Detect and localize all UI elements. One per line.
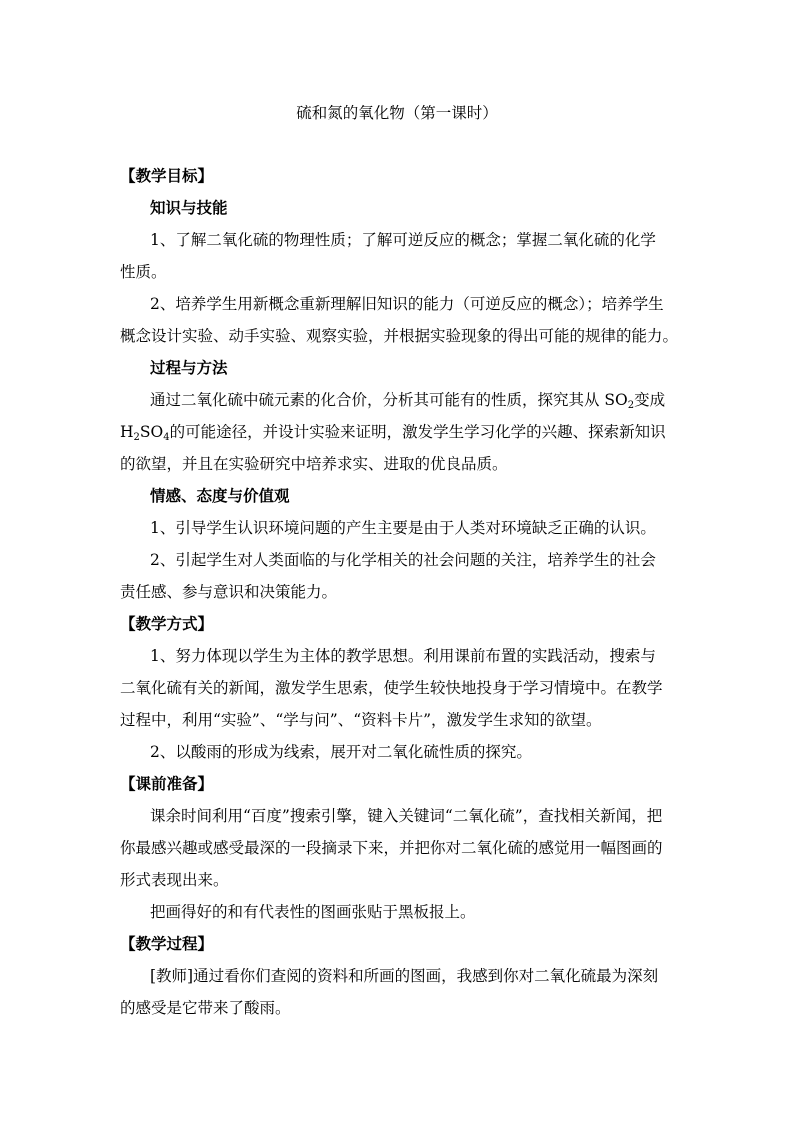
paragraph-line: 概念设计实验、动手实验、观察实验，并根据实验现象的得出可能的规律的能力。 xyxy=(120,327,679,345)
page-title: 硫和氮的氧化物（第一课时） xyxy=(296,104,498,122)
section-teaching-process: 【教学过程】 xyxy=(120,934,214,953)
text-run: 通过二氧化硫中硫元素的化合价，分析其可能有的性质，探究其从 SO xyxy=(150,391,628,409)
paragraph-line xyxy=(150,388,665,412)
text-run: H xyxy=(120,423,134,441)
paragraph-line: [教师]通过看你们查阅的资料和所画的图画，我感到你对二氧化硫最为深刻 xyxy=(150,967,659,985)
section-preparation: 【课前准备】 xyxy=(120,774,214,793)
paragraph-line: 2、培养学生用新概念重新理解旧知识的能力（可逆反应的概念）；培养学生 xyxy=(150,295,664,313)
paragraph-line: 课余时间利用“百度”搜索引擎，键入关键词“二氧化硫”，查找相关新闻，把 xyxy=(150,807,663,825)
paragraph-line: 形式表现出来。 xyxy=(120,871,229,889)
paragraph-line: 的感受是它带来了酸雨。 xyxy=(120,999,291,1017)
paragraph-line: 二氧化硫有关的新闻，激发学生思索，使学生较快地投身于学习情境中。在教学 xyxy=(120,679,663,697)
paragraph-line: 的欲望，并且在实验研究中培养求实、进取的优良品质。 xyxy=(120,455,508,473)
text-run: 变成 xyxy=(634,391,666,409)
text-run: 的可能途径，并设计实验来证明，激发学生学习化学的兴趣、探索新知识 xyxy=(169,423,666,441)
section-teaching-methods: 【教学方式】 xyxy=(120,614,214,633)
subscript: 2 xyxy=(133,432,140,443)
subsection-emotion-values: 情感、态度与价值观 xyxy=(150,486,290,505)
subscript: 2 xyxy=(627,400,635,411)
paragraph-line: 过程中，利用“实验”、“学与问”、“资料卡片”，激发学生求知的欲望。 xyxy=(120,711,602,729)
text-run: SO xyxy=(139,423,164,441)
paragraph-line: 你最感兴趣或感受最深的一段摘录下来，并把你对二氧化硫的感觉用一幅图画的 xyxy=(120,839,663,857)
subsection-process-method: 过程与方法 xyxy=(150,358,228,377)
subscript: 4 xyxy=(163,432,170,443)
paragraph-line: 性质。 xyxy=(120,263,167,281)
paragraph-line: 2、引起学生对人类面临的与化学相关的社会问题的关注，培养学生的社会 xyxy=(150,551,656,569)
paragraph-line: 1、了解二氧化硫的物理性质；了解可逆反应的概念；掌握二氧化硫的化学 xyxy=(150,231,656,249)
paragraph-line xyxy=(120,420,666,444)
paragraph-line: 责任感、参与意识和决策能力。 xyxy=(120,583,338,601)
section-teaching-goals: 【教学目标】 xyxy=(120,166,214,185)
paragraph-line: 1、引导学生认识环境问题的产生主要是由于人类对环境缺乏正确的认识。 xyxy=(150,519,656,537)
paragraph-line: 把画得好的和有代表性的图画张贴于黑板报上。 xyxy=(150,903,476,921)
paragraph-line: 2、以酸雨的形成为线索，展开对二氧化硫性质的探究。 xyxy=(150,743,532,761)
subsection-knowledge-skills: 知识与技能 xyxy=(150,198,228,217)
paragraph-line: 1、努力体现以学生为主体的教学思想。利用课前布置的实践活动，搜索与 xyxy=(150,647,656,665)
